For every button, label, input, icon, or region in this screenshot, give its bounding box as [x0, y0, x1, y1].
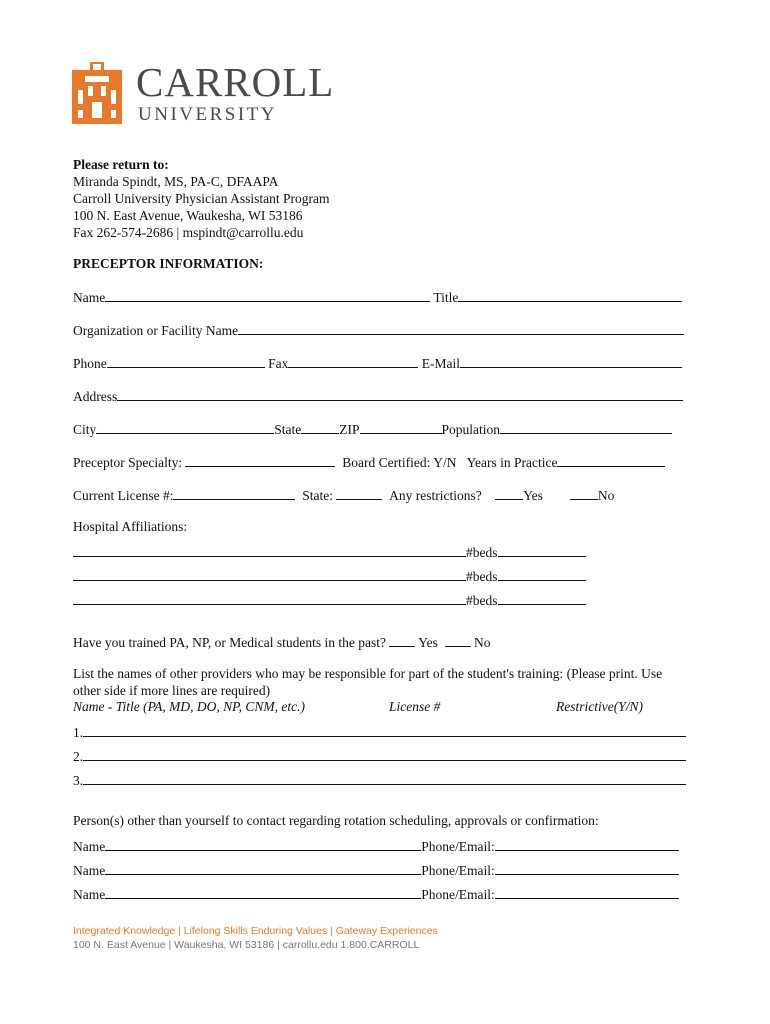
beds-label: #beds [466, 569, 498, 584]
return-contact: Fax 262-574-2686 | mspindt@carrollu.edu [73, 225, 304, 240]
contact-name-field[interactable] [105, 862, 421, 875]
board-certified-label: Board Certified: Y/N [342, 455, 457, 470]
email-label: E-Mail [421, 356, 460, 371]
contact-name-label: Name [73, 839, 106, 854]
address-row [73, 388, 683, 405]
trained-yes-field[interactable] [389, 634, 415, 647]
contact-phone-email-field[interactable] [495, 862, 679, 875]
zip-label: ZIP [339, 422, 360, 437]
trained-yes-label: Yes [418, 635, 438, 650]
provider-row-2 [73, 748, 686, 765]
trained-no-field[interactable] [445, 634, 471, 647]
providers-instruction-2: other side if more lines are required) [73, 683, 271, 698]
organization-row [73, 322, 684, 339]
beds-field[interactable] [498, 544, 586, 557]
city-row [73, 421, 672, 438]
return-program: Carroll University Physician Assistant Program [73, 191, 330, 206]
logo-university-text: UNIVERSITY [138, 104, 277, 125]
contact-name-field[interactable] [105, 886, 421, 899]
title-label: Title [433, 290, 459, 305]
organization-label: Organization or Facility Name [73, 323, 239, 338]
logo-carroll-text: CARROLL [136, 59, 335, 105]
carroll-university-logo [72, 59, 352, 128]
license-row [73, 487, 614, 504]
hospital-field[interactable] [73, 592, 466, 605]
fax-label: Fax [268, 356, 289, 371]
trained-no-label: No [473, 635, 491, 650]
hospital-row-3 [73, 592, 586, 609]
hospital-label: Hospital Affiliations: [73, 519, 188, 534]
name-title-row [73, 289, 682, 306]
contact-row-2 [73, 862, 679, 879]
return-heading: Please return to: [73, 157, 169, 172]
organization-field[interactable] [238, 322, 684, 335]
contacts-intro: Person(s) other than yourself to contact regarding rotation scheduling, approvals or confirmation: [73, 813, 599, 828]
tower-icon [72, 62, 122, 124]
beds-label: #beds [466, 545, 498, 560]
return-name: Miranda Spindt, MS, PA-C, DFAAPA [73, 174, 279, 189]
footer-address: 100 N. East Avenue | Waukesha, WI 53186 | carrollu.edu 1.800.CARROLL [73, 939, 420, 951]
state-label: State [274, 422, 302, 437]
providers-col-name: Name - Title (PA, MD, DO, NP, CNM, etc.) [73, 699, 305, 714]
restrictions-no-label: No [597, 488, 615, 503]
address-field[interactable] [117, 388, 683, 401]
trained-question: Have you trained PA, NP, or Medical students in the past? [73, 635, 386, 650]
contact-phone-email-label: Phone/Email: [421, 839, 495, 854]
beds-field[interactable] [498, 568, 586, 581]
license-state-label: State: [302, 488, 333, 503]
population-label: Population [441, 422, 501, 437]
beds-label: #beds [466, 593, 498, 608]
phone-field[interactable] [107, 355, 265, 368]
population-field[interactable] [500, 421, 672, 434]
title-field[interactable] [458, 289, 682, 302]
license-field[interactable] [173, 487, 295, 500]
provider-number: 2. [73, 749, 84, 764]
beds-field[interactable] [498, 592, 586, 605]
email-field[interactable] [460, 355, 682, 368]
hospital-row-2 [73, 568, 586, 585]
years-field[interactable] [557, 454, 665, 467]
provider-field[interactable] [83, 772, 686, 785]
provider-field[interactable] [83, 724, 686, 737]
specialty-row [73, 454, 665, 471]
license-state-field[interactable] [336, 487, 382, 500]
providers-col-restrictive: Restrictive(Y/N) [556, 699, 643, 714]
contact-phone-email-label: Phone/Email: [421, 863, 495, 878]
zip-field[interactable] [360, 421, 442, 434]
trained-row [73, 634, 490, 651]
fax-field[interactable] [288, 355, 418, 368]
restrictions-label: Any restrictions? [389, 488, 482, 503]
address-label: Address [73, 389, 118, 404]
contact-name-label: Name [73, 863, 106, 878]
contact-name-label: Name [73, 887, 106, 902]
contact-row-1 [73, 838, 679, 855]
provider-number: 1. [73, 725, 84, 740]
provider-row-3 [73, 772, 686, 789]
contact-name-field[interactable] [105, 838, 421, 851]
hospital-row-1 [73, 544, 586, 561]
city-field[interactable] [96, 421, 274, 434]
phone-fax-email-row [73, 355, 682, 372]
hospital-field[interactable] [73, 568, 466, 581]
section-title: PRECEPTOR INFORMATION: [73, 256, 264, 271]
city-label: City [73, 422, 97, 437]
provider-number: 3. [73, 773, 84, 788]
years-label: Years in Practice [466, 455, 558, 470]
providers-instruction-1: List the names of other providers who may be responsible for part of the student's training: (Please print. Use [73, 666, 663, 681]
state-field[interactable] [301, 421, 339, 434]
contact-phone-email-field[interactable] [495, 886, 679, 899]
restrictions-yes-label: Yes [523, 488, 543, 503]
contact-phone-email-label: Phone/Email: [421, 887, 495, 902]
hospital-field[interactable] [73, 544, 466, 557]
phone-label: Phone [73, 356, 107, 371]
providers-col-license: License # [389, 699, 441, 714]
restrictions-no-field[interactable] [570, 487, 598, 500]
specialty-label: Preceptor Specialty: [73, 455, 183, 470]
provider-row-1 [73, 724, 686, 741]
specialty-field[interactable] [185, 454, 335, 467]
name-label: Name [73, 290, 106, 305]
contact-row-3 [73, 886, 679, 903]
name-field[interactable] [105, 289, 430, 302]
return-address: 100 N. East Avenue, Waukesha, WI 53186 [73, 208, 303, 223]
footer-tagline: Integrated Knowledge | Lifelong Skills Enduring Values | Gateway Experiences [73, 925, 438, 937]
restrictions-yes-field[interactable] [495, 487, 523, 500]
license-label: Current License #: [73, 488, 174, 503]
contact-phone-email-field[interactable] [495, 838, 679, 851]
provider-field[interactable] [83, 748, 686, 761]
